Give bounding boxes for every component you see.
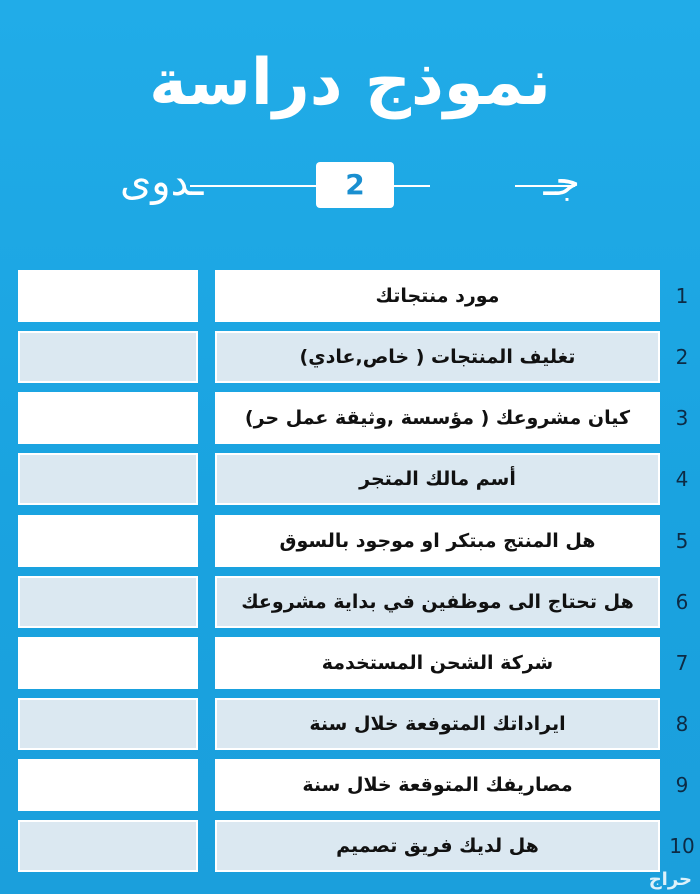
row-number: 2: [675, 345, 689, 369]
table-row: [0, 392, 700, 444]
subtitle-word-left: ـدوى: [120, 159, 204, 205]
answer-cell[interactable]: [18, 331, 198, 383]
question-cell: كيان مشروعك ( مؤسسة ,وثيقة عمل حر): [215, 392, 660, 444]
table-row: [0, 331, 700, 383]
row-number: 6: [675, 590, 689, 614]
row-number: 7: [675, 651, 689, 675]
table-row: [0, 453, 700, 505]
answer-cell[interactable]: [18, 637, 198, 689]
page-title: نموذج دراسة: [149, 46, 551, 120]
subtitle-badge: 2: [316, 162, 394, 208]
question-cell: مصاريفك المتوقعة خلال سنة: [215, 759, 660, 811]
table-row: [0, 759, 700, 811]
answer-cell[interactable]: [18, 576, 198, 628]
answer-cell[interactable]: [18, 759, 198, 811]
answer-cell[interactable]: [18, 820, 198, 872]
table-row: [0, 820, 700, 872]
subtitle-word-right: جـ: [543, 159, 580, 205]
question-cell: شركة الشحن المستخدمة: [215, 637, 660, 689]
answer-cell[interactable]: [18, 392, 198, 444]
watermark-logo: حراج: [648, 869, 692, 890]
table-row: [0, 270, 700, 322]
question-cell: هل لديك فريق تصميم: [215, 820, 660, 872]
row-number: 5: [675, 529, 689, 553]
table-row: [0, 515, 700, 567]
table-row: [0, 576, 700, 628]
answer-cell[interactable]: [18, 515, 198, 567]
question-cell: أسم مالك المتجر: [215, 453, 660, 505]
answer-cell[interactable]: [18, 453, 198, 505]
row-number: 8: [675, 712, 689, 736]
question-cell: تغليف المنتجات ( خاص,عادي): [215, 331, 660, 383]
question-cell: هل تحتاج الى موظفين في بداية مشروعك: [215, 576, 660, 628]
subtitle: [120, 160, 580, 212]
table-row: [0, 698, 700, 750]
row-number: 4: [675, 467, 689, 491]
row-number: 3: [675, 406, 689, 430]
question-cell: مورد منتجاتك: [215, 270, 660, 322]
answer-cell[interactable]: [18, 698, 198, 750]
question-cell: هل المنتج مبتكر او موجود بالسوق: [215, 515, 660, 567]
answer-cell[interactable]: [18, 270, 198, 322]
subtitle-line-left: [190, 185, 430, 187]
question-cell: ايراداتك المتوفعة خلال سنة: [215, 698, 660, 750]
row-number: 10: [669, 834, 695, 858]
row-number: 1: [675, 284, 689, 308]
row-number: 9: [675, 773, 689, 797]
table-row: [0, 637, 700, 689]
